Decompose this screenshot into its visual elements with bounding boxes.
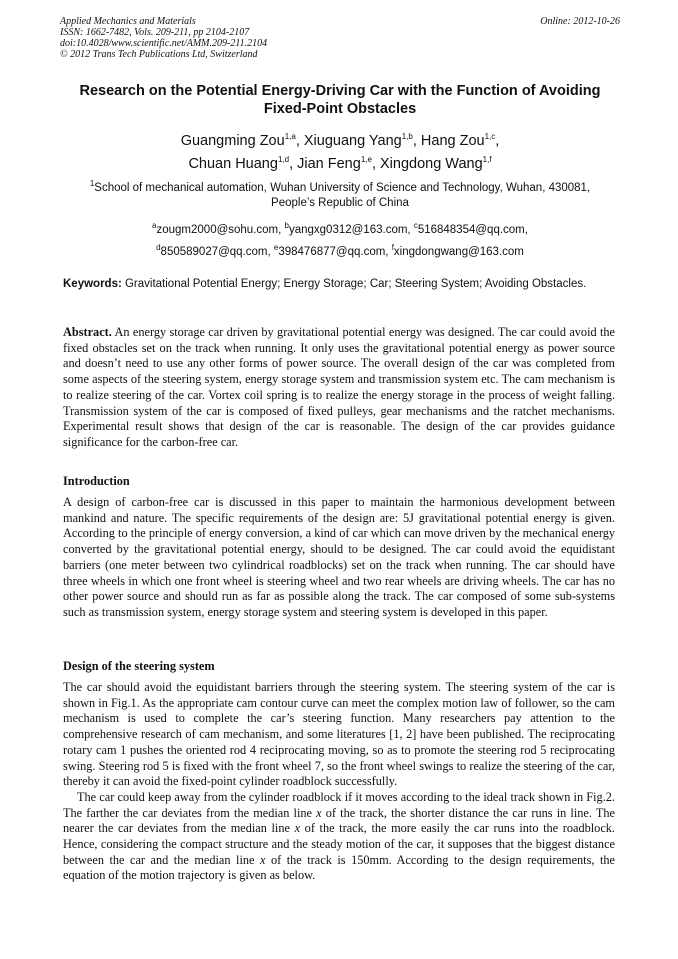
email-sup: f xyxy=(391,243,394,253)
author-line-1 xyxy=(60,130,620,153)
author-name: Jian Feng xyxy=(297,156,361,172)
email-line-2 xyxy=(60,241,620,263)
author-name: Hang Zou xyxy=(420,133,485,149)
steering-heading: Design of the steering system xyxy=(63,659,215,673)
author-sep: , xyxy=(289,156,298,172)
abstract-label: Abstract. xyxy=(63,325,112,339)
keywords xyxy=(63,277,615,292)
author-line-2 xyxy=(60,153,620,176)
email-sup: b xyxy=(284,221,289,231)
affiliation-sup: 1 xyxy=(89,179,95,189)
steering-text-d: of the track is 150mm. According to the design requirements, the equation of the motion trajectory is given as below. xyxy=(63,852,615,883)
email-sep: , xyxy=(267,246,274,258)
email-sep: , xyxy=(407,224,414,236)
email-sep: , xyxy=(278,224,285,236)
affiliation xyxy=(62,181,618,211)
steering-text-c: of the track, the more easily the car runs into the roadblock. Hence, considering the compact structure and the steady motion of the car, it supposes that the biggest distance between the car and the median line xyxy=(63,821,615,867)
introduction-paragraph: A design of carbon-free car is discussed in this paper to maintain the harmonious development between mankind and nature. The specific requirements of the design are: 5J gravitational potential energy is given. According to the principle of energy conversion, a kind of car which can move driven by the mechanical energy converted by the gravitational potential energy, should to be designed. The car could avoid the equidistant barriers (one meter between two cylindrical roadblocks) set on the track when running. The car should have three wheels in which one front wheel is steering wheel and two rear wheels are driving wheels. The car has no other power source and should run as far as possible along the track. The car composed of some sub-systems such as transmission system, energy storage system and steering system is developed in this paper. xyxy=(63,495,615,619)
author-sup: 1,e xyxy=(360,155,372,165)
median-line-var: x xyxy=(260,852,266,867)
affiliation-line-2: People’s Republic of China xyxy=(271,197,409,209)
email-line-1 xyxy=(60,219,620,241)
introduction-section xyxy=(63,495,615,621)
introduction-heading: Introduction xyxy=(63,474,130,488)
affiliation-text: School of mechanical automation, Wuhan University of Science and Technology, Wuhan, 430081, xyxy=(94,182,591,194)
email-address: 516848354@qq.com xyxy=(417,224,525,236)
author-name: Guangming Zou xyxy=(180,133,285,149)
online-date: Online: 2012-10-26 xyxy=(540,16,620,27)
email-sup: a xyxy=(152,221,157,231)
author-sep: , xyxy=(495,133,500,149)
keywords-text: Gravitational Potential Energy; Energy Storage; Car; Steering System; Avoiding Obstacles. xyxy=(121,278,587,290)
author-sup: 1,c xyxy=(484,132,496,142)
steering-text-b: of the track, the shorter distance the car runs in line. The nearer the car deviates from the median line xyxy=(63,805,615,836)
email-sup: d xyxy=(156,243,161,253)
steering-paragraph-2 xyxy=(63,790,615,884)
author-sup: 1,b xyxy=(401,132,413,142)
email-sep: , xyxy=(385,246,392,258)
abstract xyxy=(63,325,615,451)
journal-name: Applied Mechanics and Materials xyxy=(60,16,196,27)
author-name: Xingdong Wang xyxy=(380,156,483,172)
email-sup: e xyxy=(273,243,279,253)
journal-issn: ISSN: 1662-7482, Vols. 209-211, pp 2104-2107 xyxy=(60,27,250,38)
affiliation-line-1 xyxy=(62,181,618,196)
author-name: Chuan Huang xyxy=(188,156,278,172)
email-address: yangxg0312@163.com xyxy=(288,224,408,236)
journal-copyright: © 2012 Trans Tech Publications Ltd, Switzerland xyxy=(60,49,258,60)
author-name: Xiuguang Yang xyxy=(303,133,402,149)
median-line-var: x xyxy=(294,821,301,836)
keywords-label: Keywords: xyxy=(63,278,122,290)
paper-title: Research on the Potential Energy-Driving Car with the Function of Avoiding Fixed-Point Obstacles xyxy=(79,83,601,117)
email-sep: , xyxy=(524,224,528,236)
abstract-text: An energy storage car driven by gravitational potential energy was designed. The car could avoid the fixed obstacles set on the track when running. It only uses the gravitational potential energy as power source and doesn’t need to use any other forms of power source. The overall design of the car was completed from some aspects of the steering system, energy storage system and transmission system etc. The cam mechanism is to realize steering of the car. Vortex coil spring is to realize the energy storage in the process of weight falling. Transmission system of the car is composed of fixed pulleys, gear mechanisms and the ratchet mechanisms. Experimental result shows that design of the car is reasonable. The design of the car provides guidance significance for the carbon-free car. xyxy=(63,325,615,449)
email-address: 398476877@qq.com xyxy=(278,246,386,258)
journal-header xyxy=(60,16,620,60)
steering-section xyxy=(63,680,615,884)
steering-text-a: The car could keep away from the cylinder roadblock if it moves according to the ideal track shown in Fig.2. The farther the car deviates from the median line xyxy=(63,789,615,820)
journal-doi: doi:10.4028/www.scientific.net/AMM.209-211.2104 xyxy=(60,38,268,49)
email-address: xingdongwang@163.com xyxy=(393,246,524,258)
email-address: zougm2000@sohu.com xyxy=(156,224,279,236)
author-list xyxy=(60,130,620,176)
author-sup: 1,d xyxy=(277,155,290,165)
author-sep: , xyxy=(371,156,380,172)
steering-paragraph-1: The car should avoid the equidistant barriers through the steering system. The steering system of the car is shown in Fig.1. As the appropriate cam contour curve can meet the complex motion law of follower, so the cam mechanism is used to complete the car’s steering function. Many researchers pay attention to the comprehensive research of cam mechanism, and some literatures [1, 2] have been published. The reciprocating rotary cam 1 pushes the oriented rod 4 reciprocating moving, so as to promote the steering rod 5 reciprocating swing. Steering rod 5 is fixed with the front wheel 7, so the front wheel swings to realize the steering of the car, thereby it can avoid the fixed-point cylinder roadblock successfully. xyxy=(63,680,615,789)
median-line-var: x xyxy=(316,805,322,820)
email-address: 850589027@qq.com xyxy=(160,246,268,258)
email-list xyxy=(60,219,620,263)
author-sup: 1,f xyxy=(482,155,492,165)
email-sup: c xyxy=(413,221,418,231)
author-sep: , xyxy=(412,133,421,149)
author-sep: , xyxy=(295,133,304,149)
author-sup: 1,a xyxy=(284,132,296,142)
